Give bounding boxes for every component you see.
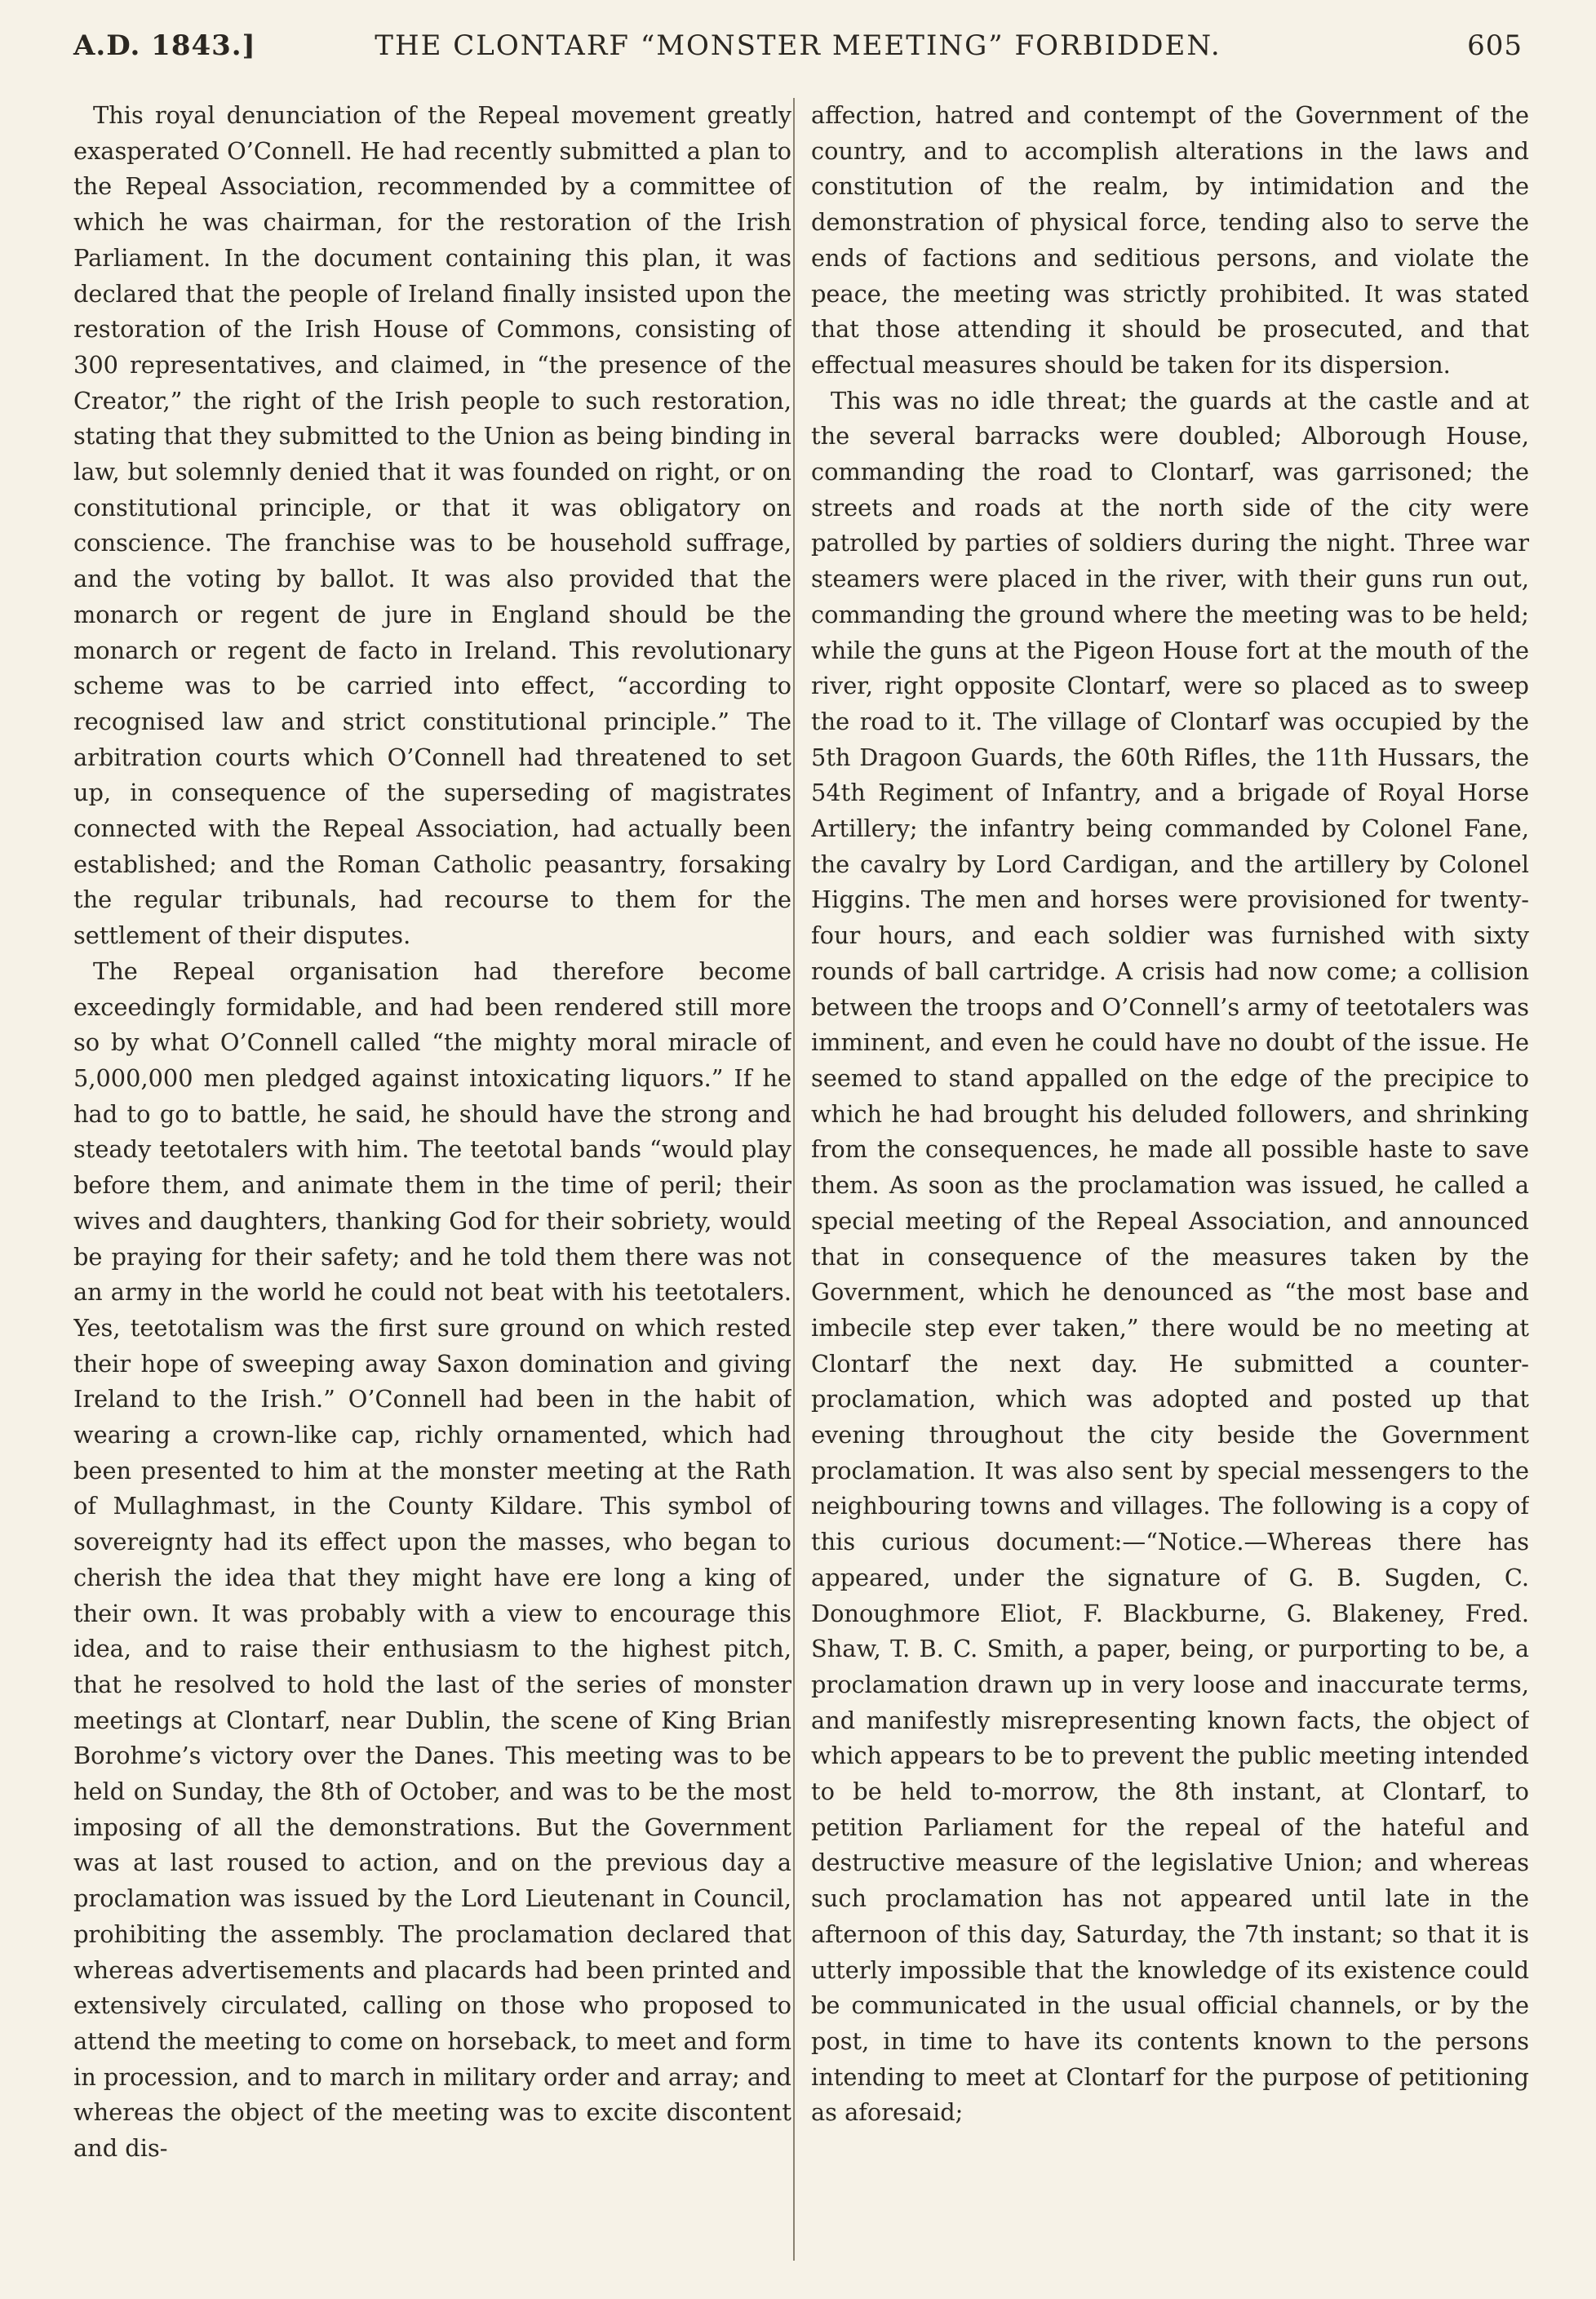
paragraph: The Repeal organisation had therefore become exceedingly formidable, and had been rendered still more so by what O’Connell called “the mighty moral miracle of 5,000,000 men pledged against intoxicating liquors.” If he had to go to battle, he said, he should have the strong and steady teetotalers with him. The teetotal bands “would play before them, and animate them in the time of peril; their wives and daughters, thanking God for their sobriety, would be praying for their safety; and he told them there was not an army in the world he could not beat with his teetotalers. Yes, teetotalism was the first sure ground on which rested their hope of sweeping away Saxon domination and giving Ireland to the Irish.” O’Connell had been in the habit of wearing a crown-like cap, richly ornamented, which had been presented to him at the monster meeting at the Rath of Mullaghmast, in the County Kildare. This symbol of sovereignty had its effect upon the masses, who began to cherish the idea that they might have ere long a king of their own. It was probably with a view to encourage this idea, and to raise their enthusiasm to the highest pitch, that he resolved to hold the last of the series of monster meetings at Clontarf, near Dublin, the scene of King Brian Borohme’s victory over the Danes. This meeting was to be held on Sunday, the 8th of October, and was to be the most imposing of all the demonstrations. But the Government was at last roused to action, and on the previous day a proclamation was issued by the Lord Lieutenant in Council, prohibiting the assembly. The proclamation declared that whereas advertisements and placards had been printed and extensively circulated, calling on those who proposed to attend the meeting to come on horseback, to meet and form in procession, and to march in military order and array; and whereas the object of the meeting was to excite discontent and dis- [73,956,791,2163]
paragraph: This royal denunciation of the Repeal movement greatly exasperated O’Connell. He had recently submitted a plan to the Repeal Association, recommended by a committee of which he was chairman, for the restoration of the Irish Parliament. In the document containing this plan, it was declared that the people of Ireland finally insisted upon the restoration of the Irish House of Commons, consisting of 300 representatives, and claimed, in “the presence of the Creator,” the right of the Irish people to such restoration, stating that they submitted to the Union as being binding in law, but solemnly denied that it was founded on right, or on constitutional principle, or that it was obligatory on conscience. The franchise was to be household suffrage, and the voting by ballot. It was also provided that the monarch or regent de jure in England should be the monarch or regent de facto in Ireland. This revolutionary scheme was to be carried into effect, “according to recognised law and strict constitutional principle.” The arbitration courts which O’Connell had threatened to set up, in consequence of the superseding of magistrates connected with the Repeal Association, had actually been established; and the Roman Catholic peasantry, forsaking the regular tribunals, had recourse to them for the settlement of their disputes. [73,101,791,950]
column-divider [793,98,795,2261]
year-marker: A.D. 1843.] [73,29,256,62]
right-column [811,98,1529,2261]
running-title: THE CLONTARF “MONSTER MEETING” FORBIDDEN. [375,29,1221,62]
paragraph: This was no idle threat; the guards at the castle and at the several barracks were doubled; Alborough House, commanding the road to Clontarf, was garrisoned; the streets and roads at the north side of the city were patrolled by parties of soldiers during the night. Three war steamers were placed in the river, with their guns run out, commanding the ground where the meeting was to be held; while the guns at the Pigeon House fort at the mouth of the river, right opposite Clontarf, were so placed as to sweep the road to it. The village of Clontarf was occupied by the 5th Dragoon Guards, the 60th Rifles, the 11th Hussars, the 54th Regiment of Infantry, and a brigade of Royal Horse Artillery; the infantry being commanded by Colonel Fane, the cavalry by Lord Cardigan, and the artillery by Colonel Higgins. The men and horses were provisioned for twenty-four hours, and each soldier was furnished with sixty rounds of ball cartridge. A crisis had now come; a collision between the troops and O’Connell’s army of teetotalers was imminent, and even he could have no doubt of the issue. He seemed to stand appalled on the edge of the precipice to which he had brought his deluded followers, and shrinking from the consequences, he made all possible haste to save them. As soon as the proclamation was issued, he called a special meeting of the Repeal Association, and announced that in consequence of the measures taken by the Government, which he denounced as “the most base and imbecile step ever taken,” there would be no meeting at Clontarf the next day. He submitted a counter-proclamation, which was adopted and posted up that evening throughout the city beside the Government proclamation. It was also sent by special messengers to the neighbouring towns and villages. The following is a copy of this curious document:—“Notice.—Whereas there has appeared, under the signature of G. B. Sugden, C. Donoughmore Eliot, F. Blackburne, G. Blakeney, Fred. Shaw, T. B. C. Smith, a paper, being, or purporting to be, a proclamation drawn up in very loose and inaccurate terms, and manifestly misrepresenting known facts, the object of which appears to be to prevent the public meeting intended to be held to-morrow, the 8th instant, at Clontarf, to petition Parliament for the repeal of the hateful and destructive measure of the legislative Union; and whereas such proclamation has not appeared until late in the afternoon of this day, Saturday, the 7th instant; so that it is utterly impossible that the knowledge of its existence could be communicated in the usual official channels, or by the post, in time to have its contents known to the persons intending to meet at Clontarf for the purpose of petitioning as aforesaid; [811,386,1529,2127]
left-column [73,98,791,2261]
paragraph: affection, hatred and contempt of the Government of the country, and to accomplish alterations in the laws and constitution of the realm, by intimidation and the demonstration of physical force, tending also to serve the ends of factions and seditious persons, and violate the peace, the meeting was strictly prohibited. It was stated that those attending it should be prosecuted, and that effectual measures should be taken for its dispersion. [811,101,1529,379]
page-number: 605 [1467,29,1523,62]
page-header [73,29,1523,70]
